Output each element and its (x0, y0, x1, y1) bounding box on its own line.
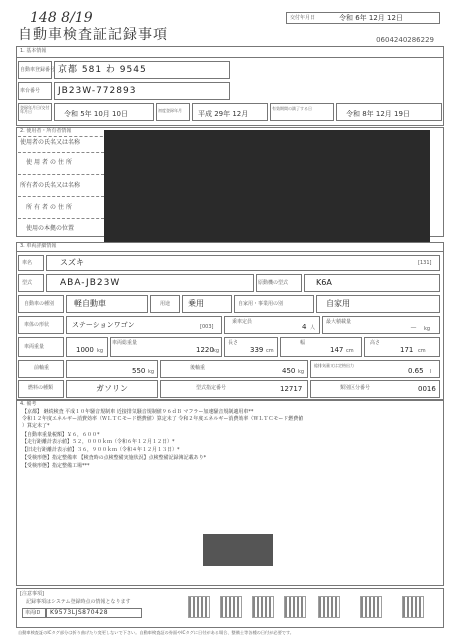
chassis-number: JB23W-772893 (58, 86, 137, 96)
section-4-heading: 4. 備考 (20, 401, 37, 407)
model-value: ABA-JB23W (60, 278, 121, 288)
front-axle-unit: kg (148, 369, 155, 375)
section-1-heading: 1. 基本情報 (20, 48, 47, 54)
remarks-line-3: ）算定未了* (22, 423, 50, 429)
footer-note-text: 記録事項はシステム登録時点の情報となります (26, 599, 131, 605)
reg-date: 令和 5年 10月 10日 (64, 110, 128, 118)
category-label: 類別区分番号 (340, 385, 371, 391)
handwritten-note: 148 8/19 (30, 10, 93, 26)
weight-label: 車両重量 (24, 344, 45, 350)
remarks-line-4: 【自動車重量税額】￥６，６００* (22, 432, 100, 438)
gross-unit: kg (213, 348, 220, 354)
gross-label: 車両総重量 (112, 340, 138, 346)
remarks-line-2: 令和１２年度エネルギー消費効率（ＷＬＴＣモード燃費値）算定未了 令和２年度エネルギー消費効率（ＷＬＴＣモード燃費値 (22, 416, 304, 422)
rear-axle-unit: kg (298, 369, 305, 375)
width-label: 幅 (300, 340, 306, 346)
reg-number-label: 自動車登録番号 (20, 67, 56, 73)
kind-value: 軽自動車 (74, 299, 106, 308)
model-label: 型式 (22, 280, 33, 286)
owner-row-user-address: 使用者の住所 (26, 159, 75, 166)
section-2-heading: 2. 使用者・所有者情報 (20, 128, 72, 134)
owner-row-user-name: 使用者の氏名又は名称 (20, 139, 81, 146)
section-3-heading: 3. 車両詳細情報 (20, 243, 57, 249)
rear-axle-label: 後軸重 (190, 365, 206, 371)
remarks-line-7: 【受検形態】指定整備車 【検査時の点検整備実施状況】点検整備記録簿記載あり* (22, 455, 207, 461)
body-label: 車体の形状 (24, 322, 50, 328)
category-value: 0016 (418, 385, 436, 393)
issue-date-label: 交付年月日 (290, 15, 316, 21)
first-reg-date: 平成 29年 12月 (198, 110, 249, 118)
chassis-label: 車台番号 (20, 88, 41, 94)
capacity-unit: 人 (310, 325, 316, 331)
length-value: 339 (250, 346, 264, 354)
height-unit: cm (418, 348, 426, 354)
capacity-value: 4 (302, 323, 307, 331)
qr-code-3 (252, 596, 274, 618)
height-value: 171 (400, 346, 414, 354)
owner-row-owner-name: 所有者の氏名又は名称 (20, 182, 81, 189)
use-value: 乗用 (188, 299, 204, 308)
displacement-value: 0.65 (408, 367, 424, 375)
expiry-label: 有効期間の満了する日 (272, 106, 312, 111)
owner-row-owner-address: 所有者の住所 (26, 204, 75, 211)
document-number: 0604240286229 (376, 36, 434, 44)
qr-code-1 (188, 596, 210, 618)
maker-value: スズキ (60, 258, 84, 267)
gross-value: 1220 (196, 346, 214, 354)
maker-label: 車名 (22, 260, 33, 266)
length-label: 長さ (228, 340, 239, 346)
fuel-label: 燃料の種類 (28, 385, 54, 391)
expiry-date: 令和 8年 12月 19日 (346, 110, 410, 118)
remarks-line-1: 【京都】 継続検査 平成１０年騒音規制車 近接排気騒音規制値９６ｄＢ マフラー加速騒音規制適用車** (22, 409, 254, 415)
document-title: 自動車検査証記録事項 (18, 27, 168, 43)
vehicle-id-label: 車両ID (25, 610, 41, 616)
use-label: 用途 (160, 301, 171, 307)
business-value: 自家用 (326, 299, 350, 308)
body-code: [003] (200, 324, 214, 330)
reg-date-label: 登録年月日/交付年月日 (20, 105, 50, 114)
type-designation-value: 12717 (280, 385, 303, 393)
footer-note-label: [注意事項] (20, 591, 44, 597)
capacity-label: 乗車定員 (232, 319, 253, 325)
height-label: 高さ (370, 340, 381, 346)
redaction-remarks (203, 534, 273, 566)
max-load-value: － (410, 324, 417, 332)
type-designation-label: 型式指定番号 (196, 385, 227, 391)
weight-unit: kg (97, 348, 104, 354)
max-load-unit: kg (424, 326, 431, 332)
redaction-owner-info (104, 130, 430, 242)
width-unit: cm (346, 348, 354, 354)
remarks-line-8: 【受検形態】指定整備工場*** (22, 463, 90, 469)
front-axle-value: 550 (132, 367, 146, 375)
business-label: 自家用・事業用の別 (238, 301, 284, 307)
length-unit: cm (266, 348, 274, 354)
issue-date-box (286, 12, 440, 24)
width-value: 147 (330, 346, 344, 354)
issue-date-value: 令和 6年 12月 12日 (339, 14, 403, 22)
displacement-label: 総排気量又は定格出力 (314, 363, 354, 368)
remarks-line-5: 【走行距離計表示値】５２，０００ｋｍ（令和６年１２月１２日）* (22, 439, 175, 445)
qr-code-7 (402, 596, 424, 618)
remarks-line-6: 【旧走行距離計表示値】３６，９００ｋｍ（令和４年１２月１３日）* (22, 447, 180, 453)
weight-value: 1000 (76, 346, 94, 354)
maker-code: [131] (418, 260, 432, 266)
qr-code-6 (360, 596, 382, 618)
qr-code-4 (284, 596, 306, 618)
qr-code-2 (220, 596, 242, 618)
qr-code-5 (318, 596, 340, 618)
owner-row-base-location: 使用の本拠の位置 (26, 225, 75, 232)
front-axle-label: 前軸重 (34, 365, 50, 371)
reg-number: 京都 581 わ 9545 (58, 65, 147, 75)
kind-label: 自動車の種別 (24, 301, 55, 307)
vehicle-id-value: K9573LJS870428 (50, 609, 109, 616)
body-value: ステーションワゴン (72, 321, 135, 329)
footer-bottom-text: 自動車検査証のICタグ部分は折り曲げたり変更しないで下さい。自動車検査証の券面やICタグに日付がある場合、整備士等各種の日付が必要です。 (18, 630, 294, 635)
displacement-unit: l (430, 369, 432, 375)
fuel-value: ガソリン (96, 384, 128, 393)
engine-label: 原動機の型式 (258, 280, 289, 286)
first-reg-label: 初度登録年月 (158, 108, 182, 113)
engine-value: K6A (316, 278, 332, 287)
rear-axle-value: 450 (282, 367, 296, 375)
max-load-label: 最大積載量 (326, 319, 352, 325)
